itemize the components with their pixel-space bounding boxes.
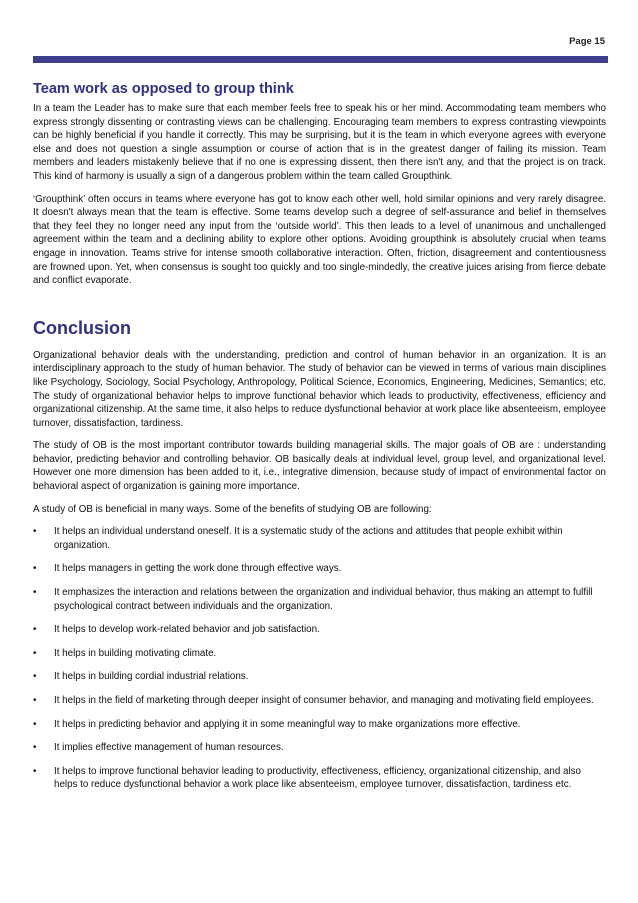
conclusion-paragraph-1: Organizational behavior deals with the understanding, prediction and control of human behavior in an organization. It is an interdisciplinary approach to the study of human behavior. The study of behavior can be viewed in terms of various main disciplines like Psychology, Sociology, Social Psychology, Anthropology, Political Science, Economics, Engineering, Medicines, Semantics; etc. The study of organizational behavior helps to improve functional behavior which leads to productivity, effectiveness, efficiency and organizational citizenship. At the same time, it also helps to reduce dysfunctional behavior at work place like absenteeism, employee turnover, dissatisfaction, tardiness.	[33, 349, 606, 429]
list-item	[33, 525, 606, 552]
document-body	[33, 81, 606, 802]
list-item	[33, 670, 606, 684]
benefits-list	[33, 525, 606, 792]
list-item-text: It helps in building motivating climate.	[54, 647, 217, 659]
list-item	[33, 694, 606, 708]
header-rule	[33, 56, 608, 63]
bullet: •	[33, 765, 37, 777]
bullet: •	[33, 624, 37, 636]
list-item-text: It implies effective management of human resources.	[54, 742, 284, 754]
list-item	[33, 562, 606, 576]
bullet: •	[33, 718, 37, 730]
page-number: Page 15	[569, 36, 605, 47]
teamwork-paragraph-1: In a team the Leader has to make sure that each member feels free to speak his or her mind. Accommodating team members who express strongly dissenting or contrasting views can be challenging. Encouraging team members to express contrasting viewpoints can be highly beneficial if you handle it correctly. This may be surprising, but it is the team in which everyone agrees with everyone else and does not question a single assumption or course of action that is in the greatest danger of failing its mission. Team members and leaders mistakenly believe that if no one is expressing dissent, then there isn't any, and that the project is on track. This kind of harmony is usually a sign of a dangerous problem within the team called Groupthink.	[33, 103, 606, 182]
bullet: •	[33, 563, 37, 575]
bullet: •	[33, 742, 37, 754]
list-item	[33, 586, 606, 613]
bullet: •	[33, 587, 37, 599]
list-item-text: It helps in predicting behavior and applying it in some meaningful way to make organizations more effective.	[54, 718, 521, 730]
bullet: •	[33, 526, 37, 538]
conclusion-paragraph-2: The study of OB is the most important contributor towards building managerial skills. The major goals of OB are : understanding behavior, predicting behavior and controlling behavior. OB basically deals at individual level, group level, and organizational level. However one more dimension has been added to it, i.e., integrative dimension, because study of impact of environmental factor on behavioral aspect of organization is gaining more importance.	[33, 440, 606, 493]
list-item-text: It helps in building cordial industrial relations.	[54, 671, 249, 683]
bullet: •	[33, 695, 37, 706]
list-item	[33, 718, 606, 732]
list-item-text: It helps to improve functional behavior leading to productivity, effectiveness, efficiency, organizational citizenship, and also helps to reduce dysfunctional behavior a work place like absenteeism, employee turnover, dissatisfaction, tardiness etc.	[54, 765, 581, 791]
list-item	[33, 623, 606, 637]
list-item	[33, 647, 606, 661]
list-item-text: It helps an individual understand oneself. It is a systematic study of the actions and attitudes that people exhibit within organization.	[54, 526, 563, 551]
section-heading-conclusion: Conclusion	[33, 317, 131, 338]
list-item	[33, 741, 606, 755]
bullet: •	[33, 647, 37, 659]
list-item	[33, 765, 606, 792]
list-item-text: It emphasizes the interaction and relations between the organization and individual behavior, thus making an attempt to fulfill psychological contract between individuals and the organization.	[54, 587, 593, 612]
teamwork-paragraph-2: ‘Groupthink’ often occurs in teams where everyone has got to know each other well, hold similar opinions and very rarely disagree. It doesn't always mean that the team is effective. Some teams develop such a degree of self-assurance and belief in themselves that they feel they no longer need any input from the ‘outside world’. This then leads to a level of unanimous and unchallenged agreement within the team and a declining ability to explore other options. Avoiding groupthink is absolutely crucial when teams engage in innovation. Teams strive for intense smooth collaborative interaction. Often, friction, disagreement and contentiousness are frowned upon. Yet, when consensus is sought too quickly and too single-mindedly, the creative juices arising from fierce debate and conflict evaporate.	[33, 193, 606, 287]
conclusion-paragraph-3: A study of OB is beneficial in many ways. Some of the benefits of studying OB are following:	[33, 503, 432, 515]
section-heading-teamwork: Team work as opposed to group think	[33, 81, 294, 97]
list-item-text: It helps in the field of marketing through deeper insight of consumer behavior, and managing and motivating field employees.	[54, 695, 594, 706]
bullet: •	[33, 671, 37, 683]
list-item-text: It helps managers in getting the work done through effective ways.	[54, 563, 342, 575]
list-item-text: It helps to develop work-related behavior and job satisfaction.	[54, 624, 320, 636]
